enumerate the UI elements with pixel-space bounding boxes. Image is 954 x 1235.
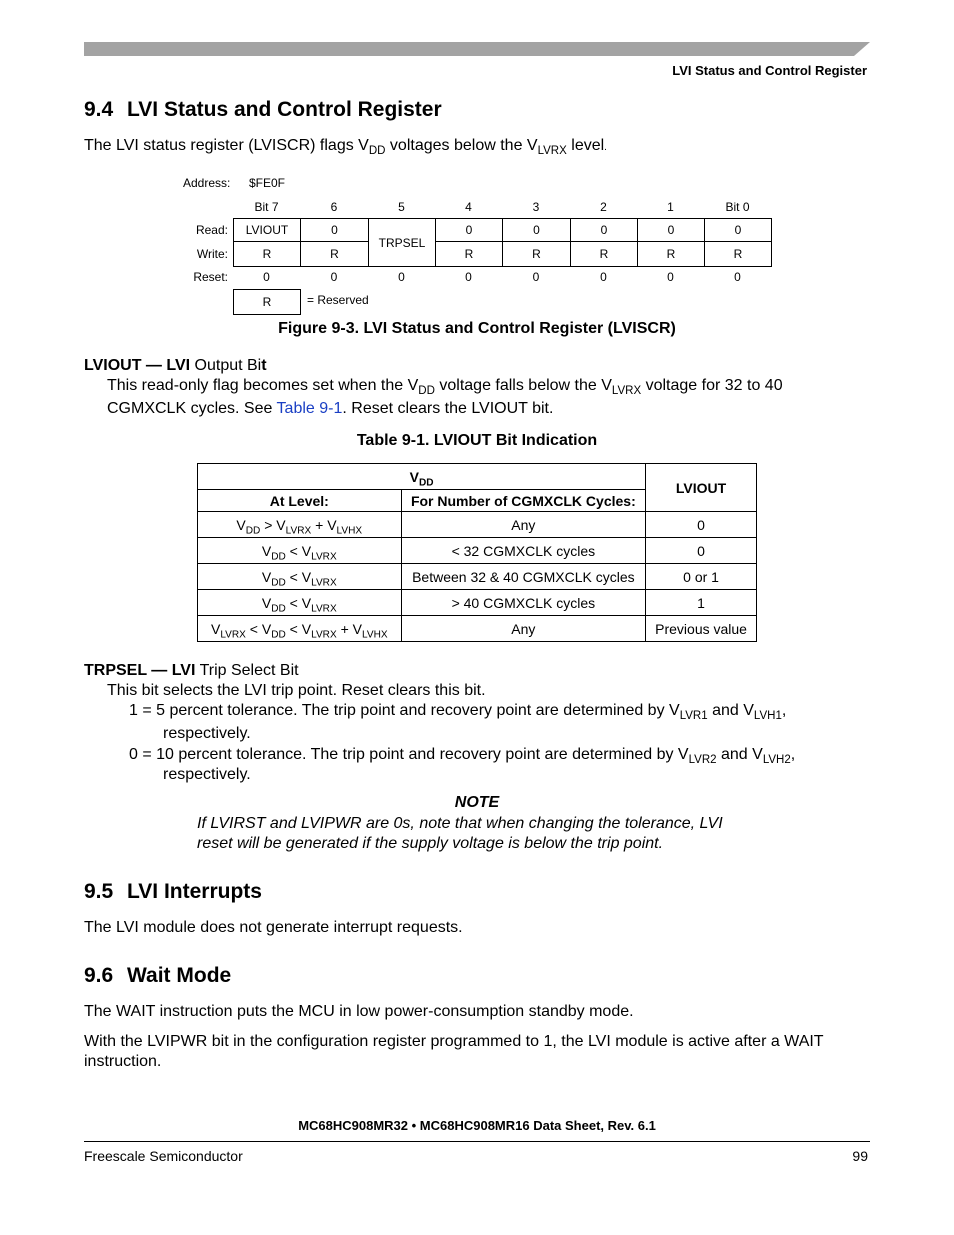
trpsel-option-1 (129, 701, 869, 744)
register-cell-lviout: LVIOUT (233, 218, 301, 242)
section-intro (84, 136, 607, 158)
register-cell: R (502, 241, 571, 267)
reset-value: 0 (667, 270, 674, 284)
register-cell: R (233, 241, 301, 267)
text: . Reset clears the LVIOUT bit. (342, 400, 554, 417)
address-value: $FE0F (249, 176, 286, 190)
subscript: LVRX (611, 385, 642, 398)
level-cell: $V_{DD} < V_{LVRX}$ (198, 564, 402, 590)
trpsel-option-0 (129, 745, 869, 785)
bit-title-end: t (261, 357, 267, 374)
bit-name: TRPSEL — LVI (84, 662, 196, 679)
footer-company: Freescale Semiconductor (84, 1148, 243, 1164)
text: This read-only flag becomes set when the V (107, 377, 419, 394)
reset-value: 0 (532, 270, 540, 284)
lviout-heading (84, 356, 267, 376)
lviout-cell: 0 (646, 512, 757, 538)
lviout-description (107, 376, 867, 419)
write-row-label: Write: (196, 247, 228, 261)
paragraph-line: instruction. (84, 1053, 162, 1070)
register-cell: 0 (300, 218, 369, 242)
section-number: 9.4 (84, 98, 114, 121)
lviout-cell: Previous value (646, 616, 757, 642)
register-cell: R (637, 241, 705, 267)
bit-header: 2 (600, 200, 607, 214)
register-cell: 0 (502, 218, 571, 242)
lviout-header: LVIOUT (646, 464, 757, 512)
section-9-5-text: The LVI module does not generate interrupt requests. (84, 919, 463, 936)
option-line: 1 = 5 percent tolerance. The trip point and recovery point are determined by $V_{LVR1}$ and $V_{LVH1}$, (129, 702, 787, 723)
bit-header: 1 (667, 200, 674, 214)
trpsel-description: This bit selects the LVI trip point. Reset clears this bit. (107, 682, 486, 699)
intro-period: . (604, 142, 607, 153)
lviout-bit-table (197, 463, 757, 642)
section-title: LVI Interrupts (127, 880, 262, 903)
trpsel-heading (84, 661, 299, 681)
text: V (409, 468, 419, 485)
table-row (198, 616, 757, 642)
reset-value: 0 (263, 270, 270, 284)
note-line: If LVIRST and LVIPWR are 0s, note that when changing the tolerance, LVI (197, 815, 723, 832)
description-line (107, 399, 867, 419)
bit-header: 4 (465, 200, 472, 214)
intro-text: voltages below the V (385, 137, 538, 154)
register-cell: R (570, 241, 638, 267)
bit-header: Bit 7 (254, 200, 279, 214)
level-cell: $V_{LVRX} < V_{DD} < V_{LVRX} + V_{LVHX}$ (198, 616, 402, 642)
lviout-cell: 0 (646, 538, 757, 564)
reset-value: 0 (330, 270, 338, 284)
bit-title: Trip Select Bit (195, 662, 299, 679)
section-9-6-text-1: The WAIT instruction puts the MCU in low power-consumption standby mode. (84, 1003, 634, 1020)
reset-row-label: Reset: (193, 270, 228, 284)
table-row (198, 512, 757, 538)
reset-value: 0 (600, 270, 607, 284)
address-label: Address: (183, 176, 231, 190)
section-number: 9.6 (84, 964, 114, 987)
table-header-row (198, 464, 757, 490)
bit-header: 6 (330, 200, 338, 214)
cycles-cell: Any (401, 616, 646, 642)
cycles-header: For Number of CGMXCLK Cycles: (401, 490, 646, 512)
table-9-1-link[interactable]: Table 9-1 (276, 400, 343, 417)
paragraph-line: With the LVIPWR bit in the configuration register programmed to 1, the LVI module is active after a WAIT (84, 1033, 824, 1050)
subscript: LVRX (537, 145, 567, 158)
note-title: NOTE (454, 794, 500, 811)
lviout-cell: 0 or 1 (646, 564, 757, 590)
section-title: Wait Mode (127, 964, 232, 987)
section-title: LVI Status and Control Register (127, 98, 442, 121)
bit-header: 5 (398, 200, 405, 214)
cycles-cell: Any (401, 512, 646, 538)
legend-box: R (233, 289, 301, 315)
section-heading-9-6 (84, 964, 231, 988)
section-number: 9.5 (84, 880, 114, 903)
register-cell: R (300, 241, 369, 267)
figure-caption: Figure 9-3. LVI Status and Control Register (LVISCR) (278, 320, 676, 337)
table-row (198, 590, 757, 616)
cycles-cell: > 40 CGMXCLK cycles (401, 590, 646, 616)
description-line (107, 376, 867, 396)
section-heading-9-5 (84, 880, 262, 904)
bit-title: Output Bi (190, 357, 262, 374)
table-row (198, 538, 757, 564)
register-cell: 0 (704, 218, 772, 242)
subscript: DD (368, 145, 386, 158)
register-cell: 0 (570, 218, 638, 242)
register-cell: 0 (435, 218, 503, 242)
cycles-cell: < 32 CGMXCLK cycles (401, 538, 646, 564)
section-heading-9-4 (84, 98, 442, 122)
intro-text: The LVI status register (LVISCR) flags V (84, 137, 369, 154)
text: voltage falls below the V (434, 377, 612, 394)
option-line: respectively. (163, 725, 251, 742)
note-line: reset will be generated if the supply voltage is below the trip point. (197, 835, 664, 852)
option-line: respectively. (163, 766, 251, 783)
register-cell: R (435, 241, 503, 267)
text: voltage for 32 to 40 (641, 377, 783, 394)
at-level-header: At Level: (198, 490, 402, 512)
level-cell: $V_{DD} > V_{LVRX} + V_{LVHX}$ (198, 512, 402, 538)
intro-text: level (566, 137, 605, 154)
footer-doc-title: MC68HC908MR32 • MC68HC908MR16 Data Sheet, Rev. 6.1 (298, 1118, 656, 1133)
running-header: LVI Status and Control Register (672, 63, 867, 78)
read-row-label: Read: (195, 223, 228, 237)
reset-value: 0 (465, 270, 472, 284)
option-line: 0 = 10 percent tolerance. The trip point and recovery point are determined by $V_{LVR2}$ and $V_{LVH2}$, (129, 746, 796, 767)
text: CGMXCLK cycles. See (107, 400, 277, 417)
register-cell-trpsel: TRPSEL (368, 218, 436, 267)
legend-text: = Reserved (307, 293, 369, 307)
register-cell: 0 (637, 218, 705, 242)
cycles-cell: Between 32 & 40 CGMXCLK cycles (401, 564, 646, 590)
page-number: 99 (852, 1148, 868, 1164)
level-cell: $V_{DD} < V_{LVRX}$ (198, 538, 402, 564)
subscript: DD (418, 477, 434, 489)
bit-header: Bit 0 (725, 200, 750, 214)
table-row (198, 564, 757, 590)
table-title: Table 9-1. LVIOUT Bit Indication (356, 432, 598, 449)
register-cell: R (704, 241, 772, 267)
bit-name: LVIOUT — LVI (84, 357, 191, 374)
lviout-cell: 1 (646, 590, 757, 616)
bit-header: 3 (532, 200, 540, 214)
section-9-6-text-2 (84, 1032, 870, 1072)
note-body (197, 814, 723, 854)
reset-value: 0 (398, 270, 405, 284)
reset-value: 0 (734, 270, 741, 284)
footer-rule (84, 1141, 870, 1142)
subscript: DD (418, 385, 435, 398)
vdd-header (198, 464, 646, 490)
header-bar (84, 42, 870, 56)
level-cell: $V_{DD} < V_{LVRX}$ (198, 590, 402, 616)
